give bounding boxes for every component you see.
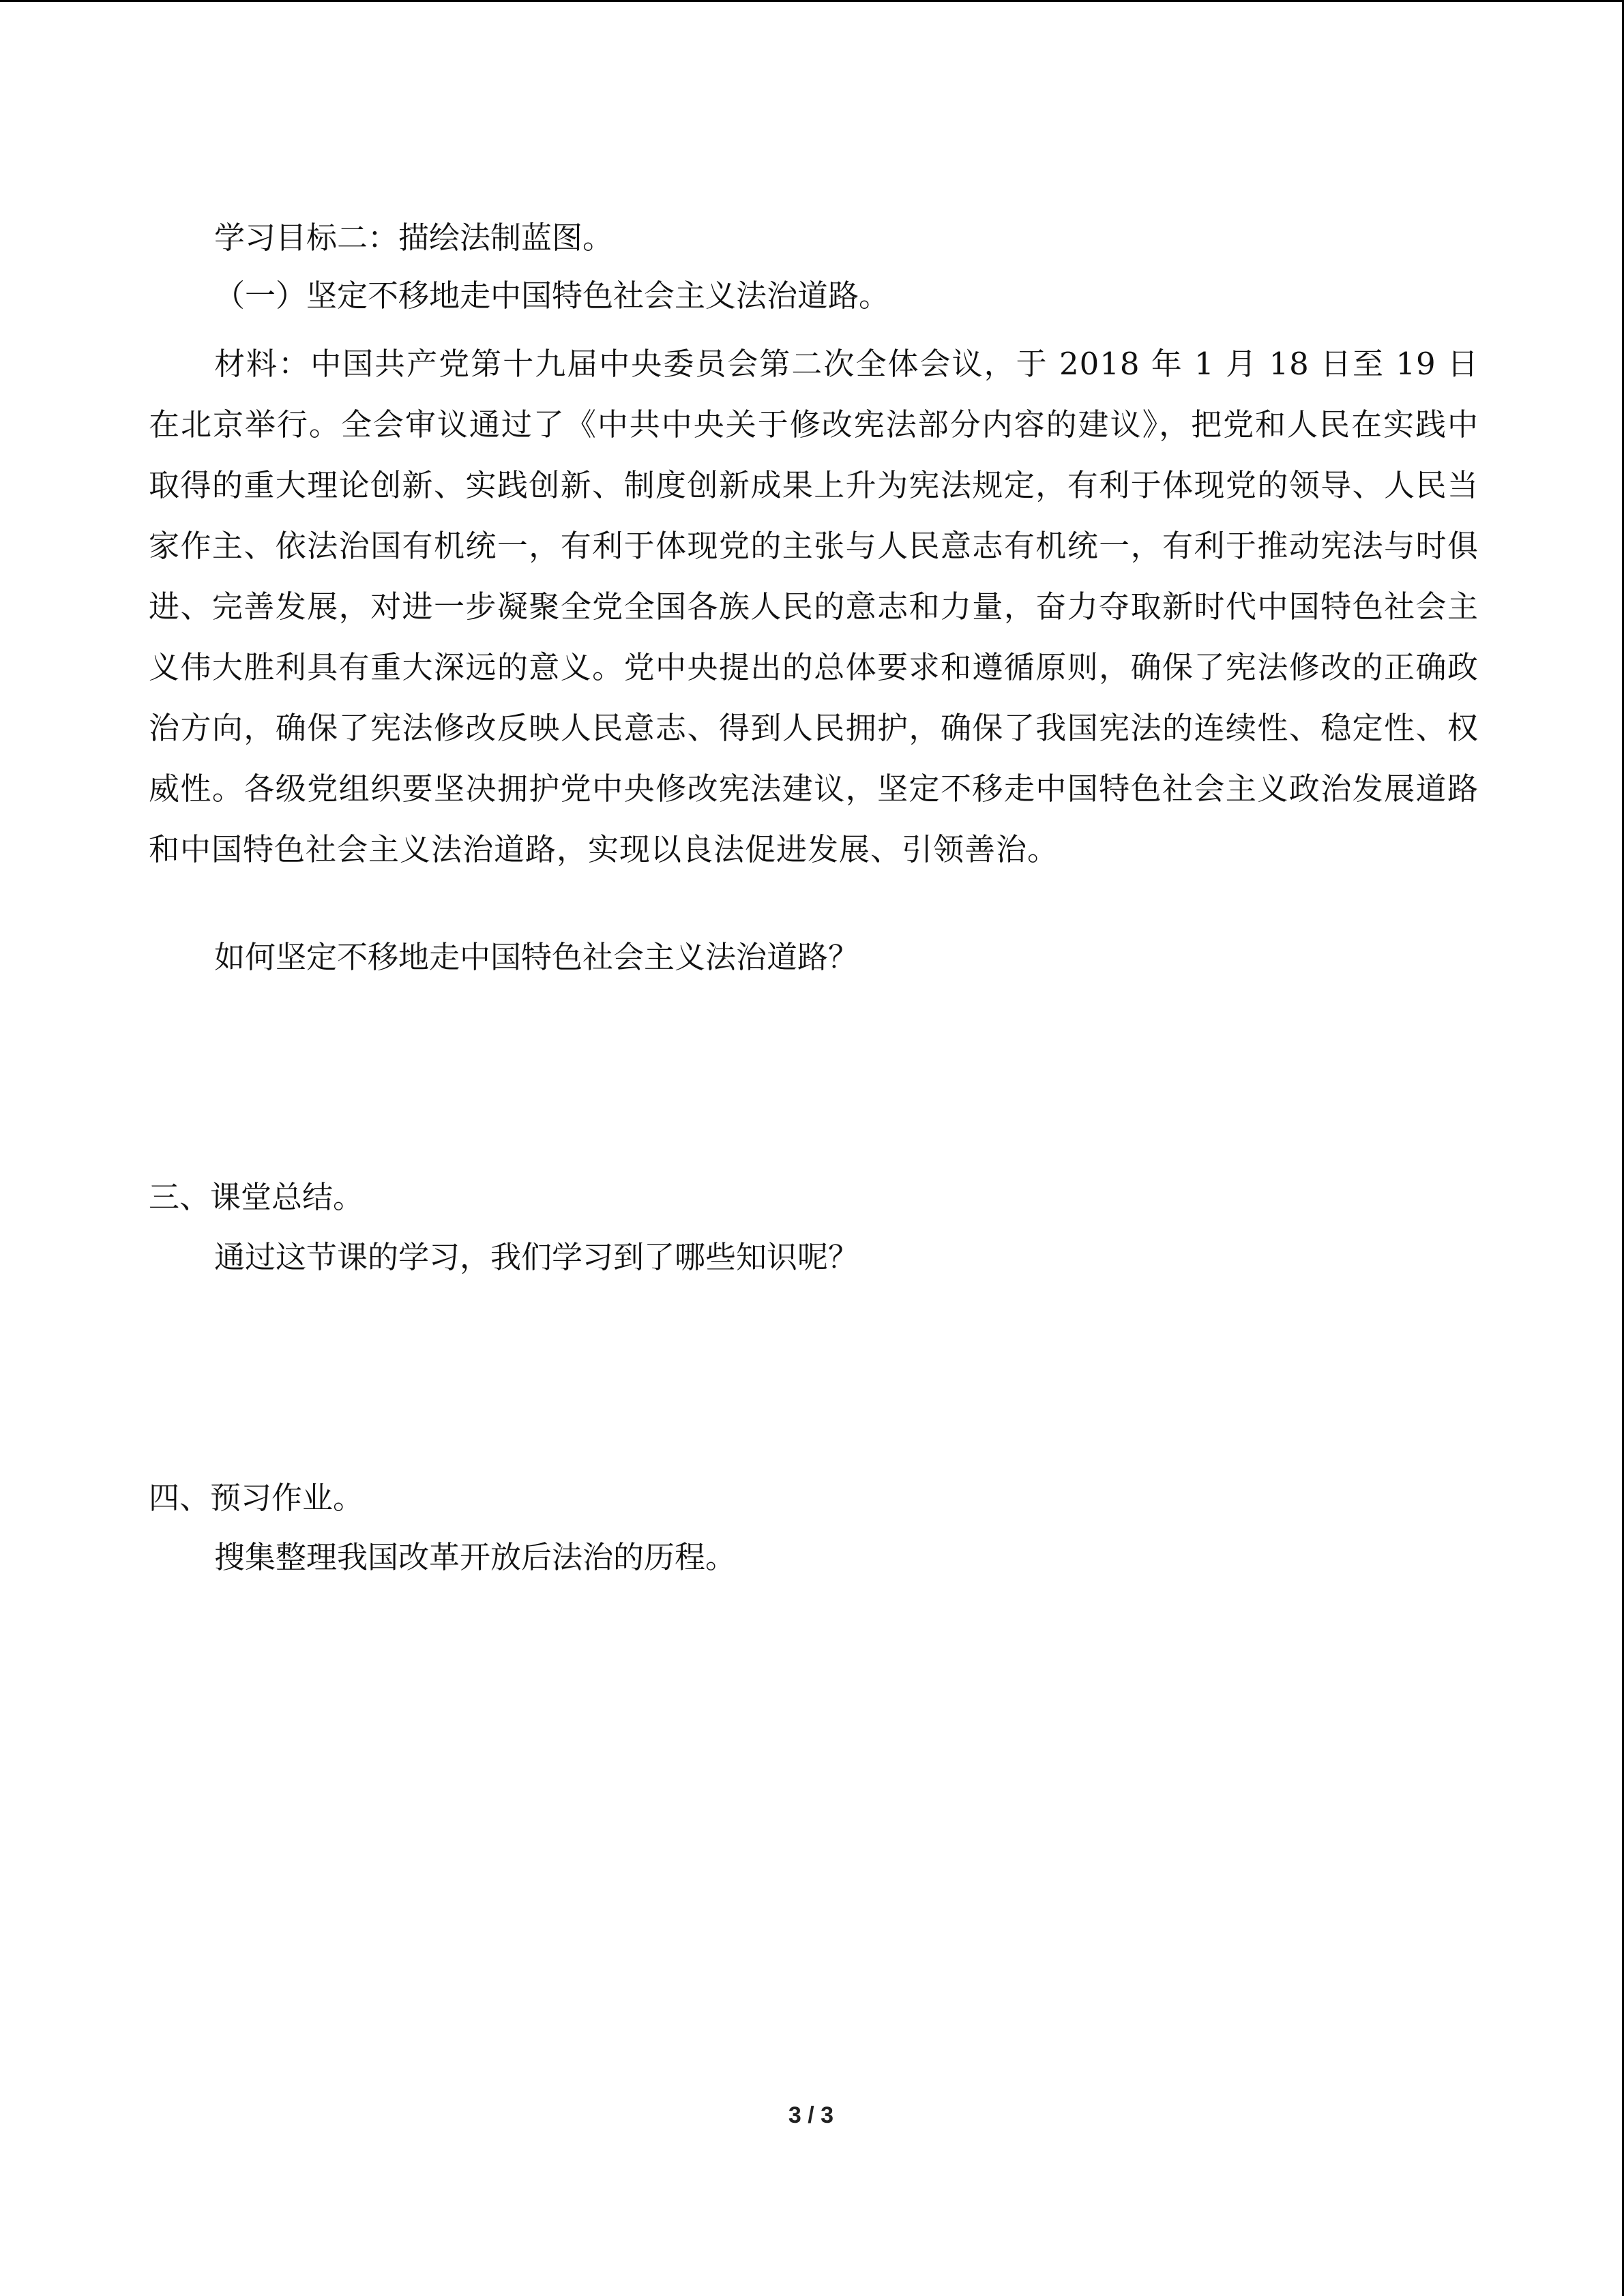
objective-two-heading: 学习目标二：描绘法制蓝图。 [214, 220, 614, 256]
homework-text: 搜集整理我国改革开放后法治的历程。 [214, 1539, 737, 1575]
summary-heading: 三、课堂总结。 [149, 1179, 364, 1215]
homework-heading: 四、预习作业。 [149, 1480, 364, 1516]
page-number: 3 / 3 [788, 2102, 834, 2128]
question-text: 如何坚定不移地走中国特色社会主义法治道路？ [214, 939, 859, 975]
material-paragraph: 材料：中国共产党第十九届中央委员会第二次全体会议，于 2018 年 1 月 18 日至 19 日在北京举行。全会审议通过了《中共中央关于修改宪法部分内容的建议》，把党和人民在实践中取得的重大理论创新、实践创新、制度创新成果上升为宪法规定，有利于体现党的领导、人民当家作主、依法治国有机统一，有利于体现党的主张与人民意志有机统一，有利于推动宪法与时俱进、完善发展，对进一步凝聚全党全国各族人民的意志和力量，奋力夺取新时代中国特色社会主义伟大胜利具有重大深远的意义。党中央提出的总体要求和遵循原则，确保了宪法修改的正确政治方向，确保了宪法修改反映人民意志、得到人民拥护，确保了我国宪法的连续性、稳定性、权威性。各级党组织要坚决拥护党中央修改宪法建议，坚定不移走中国特色社会主义政治发展道路和中国特色社会主义法治道路，实现以良法促进发展、引领善治。 [149, 346, 1479, 867]
section-one-heading: （一）坚定不移地走中国特色社会主义法治道路。 [214, 278, 890, 314]
summary-question: 通过这节课的学习，我们学习到了哪些知识呢？ [214, 1239, 859, 1275]
